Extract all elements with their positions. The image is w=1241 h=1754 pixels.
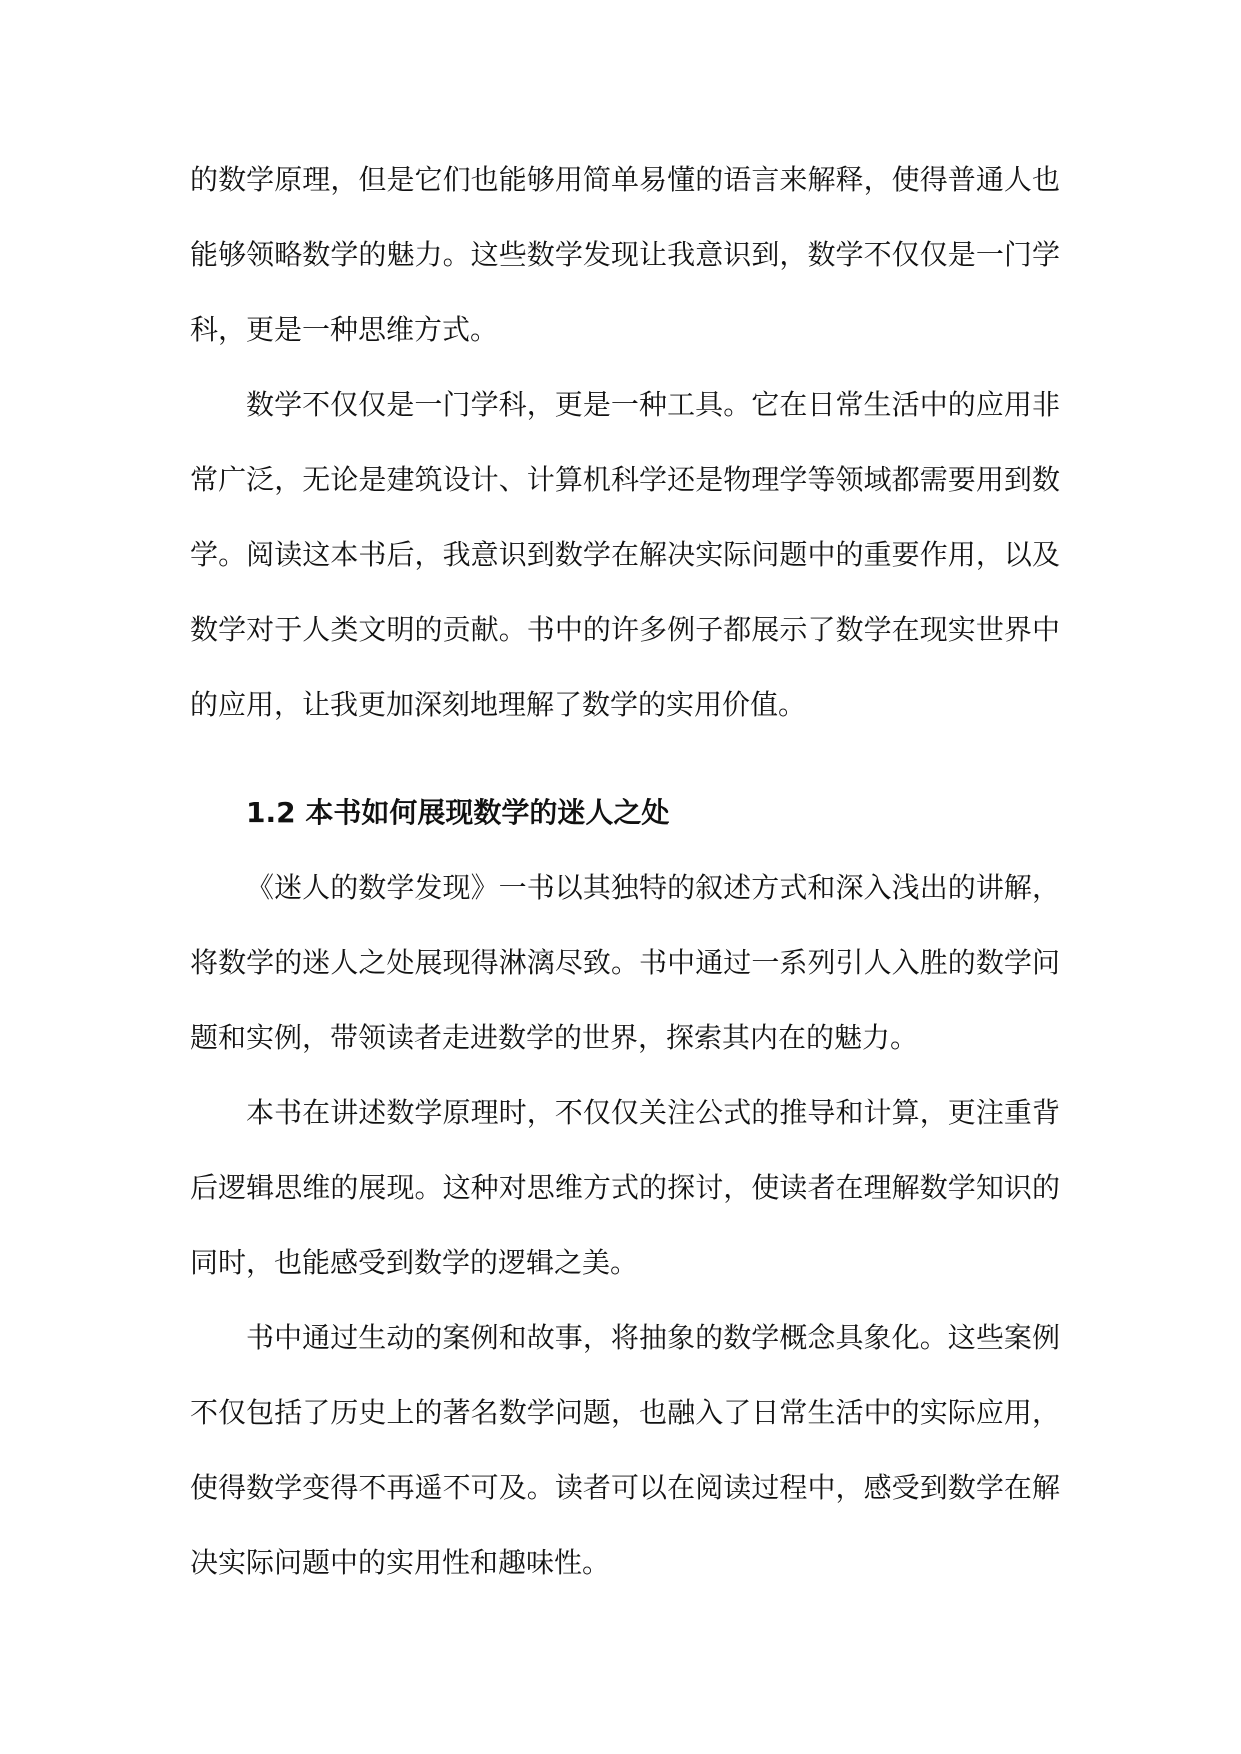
document-body xyxy=(190,142,1060,1600)
paragraph: 数学不仅仅是一门学科，更是一种工具。它在日常生活中的应用非常广泛，无论是建筑设计、计算机科学还是物理学等领域都需要用到数学。阅读这本书后，我意识到数学在解决实际问题中的重要作用，以及数学对于人类文明的贡献。书中的许多例子都展示了数学在现实世界中的应用，让我更加深刻地理解了数学的实用价值。 xyxy=(190,388,1060,721)
paragraph: 书中通过生动的案例和故事，将抽象的数学概念具象化。这些案例不仅包括了历史上的著名数学问题，也融入了日常生活中的实际应用，使得数学变得不再遥不可及。读者可以在阅读过程中，感受到数学在解决实际问题中的实用性和趣味性。 xyxy=(190,1321,1060,1579)
section-heading: 1.2 本书如何展现数学的迷人之处 xyxy=(246,796,670,829)
paragraph: 《迷人的数学发现》一书以其独特的叙述方式和深入浅出的讲解，将数学的迷人之处展现得淋漓尽致。书中通过一系列引人入胜的数学问题和实例，带领读者走进数学的世界，探索其内在的魅力。 xyxy=(190,871,1060,1054)
paragraph-continued: 的数学原理，但是它们也能够用简单易懂的语言来解释，使得普通人也能够领略数学的魅力。这些数学发现让我意识到，数学不仅仅是一门学科，更是一种思维方式。 xyxy=(190,163,1060,346)
paragraph: 本书在讲述数学原理时，不仅仅关注公式的推导和计算，更注重背后逻辑思维的展现。这种对思维方式的探讨，使读者在理解数学知识的同时，也能感受到数学的逻辑之美。 xyxy=(190,1096,1060,1279)
